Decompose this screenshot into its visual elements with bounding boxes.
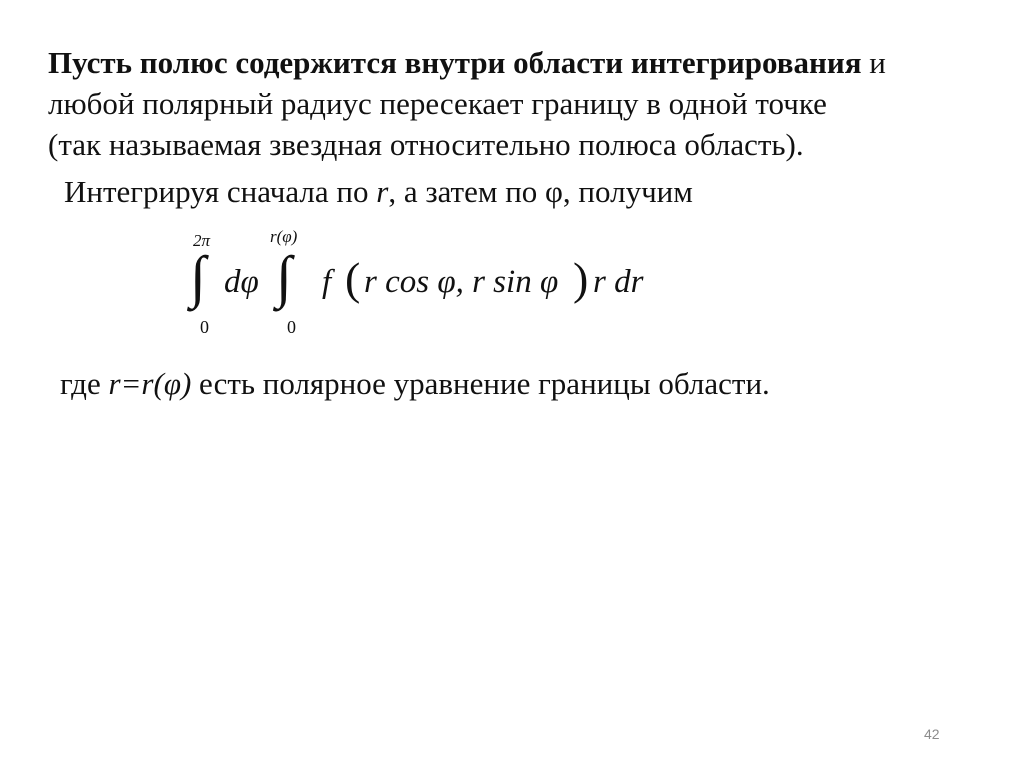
inner-integral-lower-limit: 0 [287, 317, 296, 337]
outer-integral-lower-limit: 0 [200, 317, 209, 337]
outer-integral-sign: ∫ [190, 244, 206, 309]
where-equation: r=r(φ) [108, 366, 192, 401]
paragraph-line-2: любой полярный радиус пересекает границу в одной точке [48, 86, 827, 121]
d-phi: dφ [224, 264, 259, 300]
right-paren: ) [573, 253, 589, 304]
integrand-f: f [322, 264, 332, 300]
inner-integral-upper-limit: r(φ) [270, 227, 298, 246]
intro-mid: , а затем по φ, получим [388, 174, 693, 209]
slide-page-number: 42 [924, 726, 940, 742]
intro-pre: Интегрируя сначала по [64, 174, 377, 209]
bold-statement: Пусть полюс содержится внутри области интегрирования [48, 45, 862, 80]
where-pre: где [60, 366, 109, 401]
r-dr: r dr [593, 264, 644, 300]
left-paren: ( [345, 253, 361, 304]
intro-var-r: r [376, 174, 389, 209]
inner-integral-sign: ∫ [276, 244, 292, 309]
polar-equation-note [60, 364, 770, 404]
where-post: есть полярное уравнение границы области. [191, 366, 770, 401]
statement-tail: и [861, 45, 886, 80]
integrand-arguments: r cos φ, r sin φ [364, 264, 559, 300]
paragraph-line-3: (так называемая звездная относительно полюса область). [48, 127, 804, 162]
outer-integral-upper-limit: 2π [193, 231, 211, 250]
